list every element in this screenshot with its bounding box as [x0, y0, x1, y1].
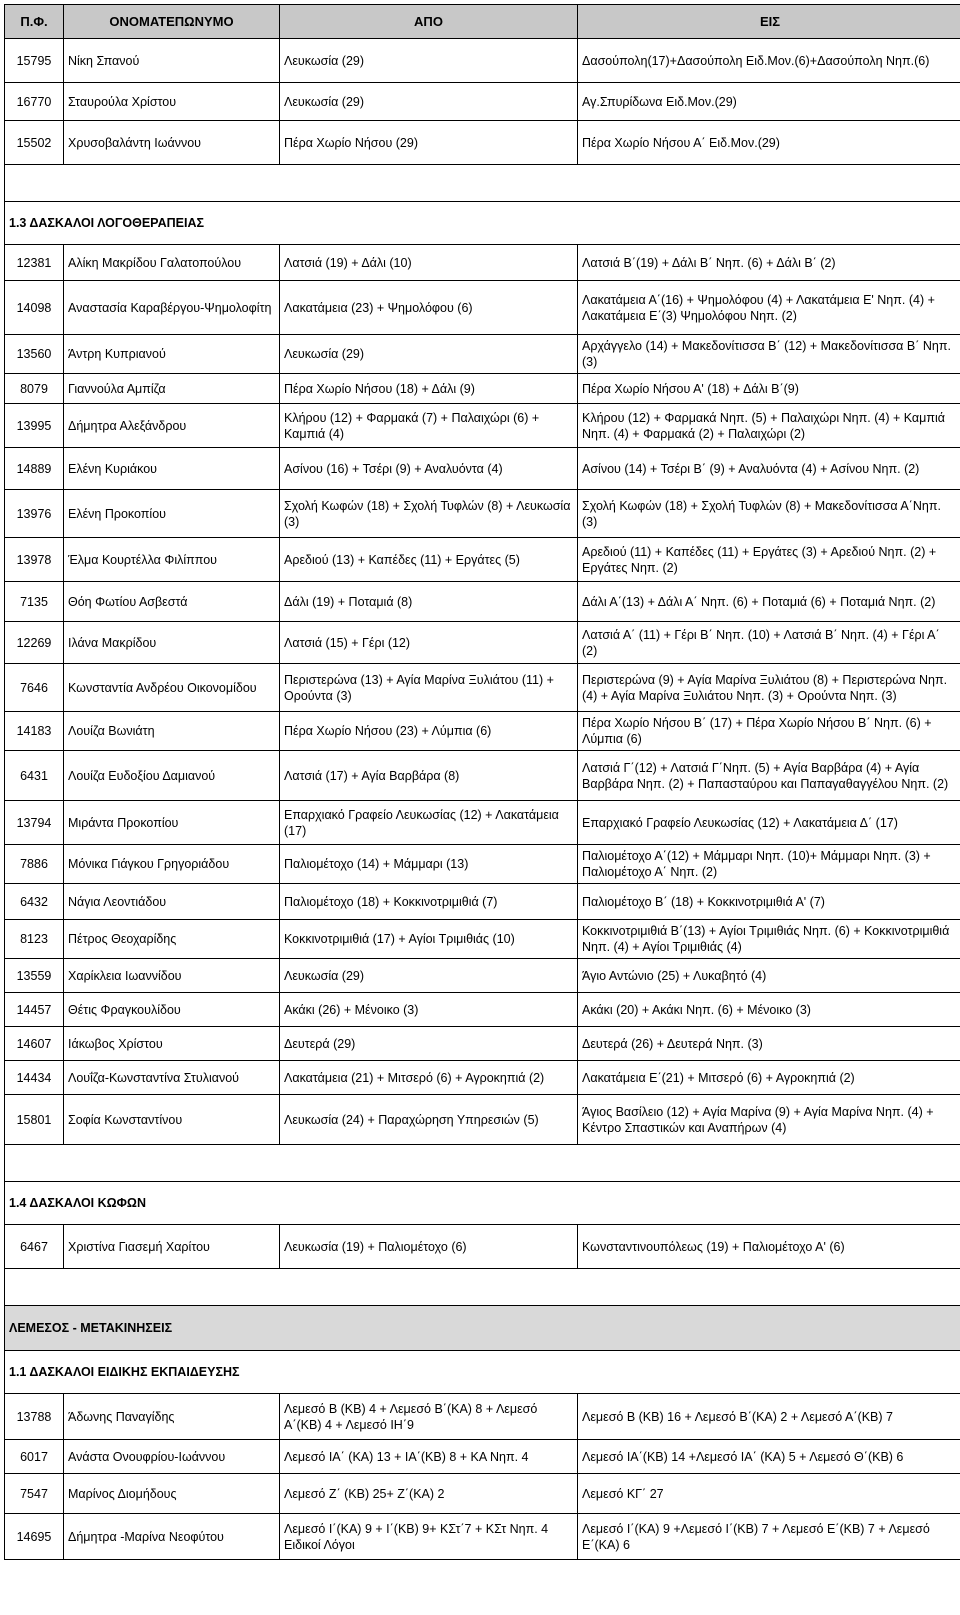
table-row [5, 959, 960, 993]
row-from: Ακάκι (26) + Μένοικο (3) [280, 993, 578, 1027]
row-from: Επαρχιακό Γραφείο Λευκωσίας (12) + Λακατάμεια (17) [280, 801, 578, 845]
row-to: Σχολή Κωφών (18) + Σχολή Τυφλών (8) + Μακεδονίτισσα Α΄Νηπ. (3) [578, 490, 960, 538]
row-code: 8079 [5, 374, 64, 404]
row-to: Λατσιά Α΄ (11) + Γέρι Β΄ Νηπ. (10) + Λατσιά Β΄ Νηπ. (4) + Γέρι Α΄ (2) [578, 622, 960, 664]
row-to: Ακάκι (20) + Ακάκι Νηπ. (6) + Μένοικο (3) [578, 993, 960, 1027]
row-to: Άγιο Αντώνιο (25) + Λυκαβητό (4) [578, 959, 960, 993]
row-to: Λακατάμεια Α΄(16) + Ψημολόφου (4) + Λακατάμεια Ε' Νηπ. (4) + Λακατάμεια Ε΄(3) Ψημολόφου Νηπ. (2) [578, 281, 960, 335]
row-code: 7886 [5, 845, 64, 884]
header-name: ΟΝΟΜΑΤΕΠΩΝΥΜΟ [64, 5, 280, 39]
header-from: ΑΠΟ [280, 5, 578, 39]
row-to: Λεμεσό Ι΄(ΚΑ) 9 +Λεμεσό Ι΄(ΚΒ) 7 + Λεμεσό Ε΄(ΚΒ) 7 + Λεμεσό Ε΄(ΚΑ) 6 [578, 1514, 960, 1560]
table-row [5, 801, 960, 845]
row-to: Κωνσταντινουπόλεως (19) + Παλιομέτοχο Α' (6) [578, 1225, 960, 1269]
row-name: Ανάστα Ονουφρίου-Ιωάννου [64, 1440, 280, 1474]
row-name: Ιάκωβος Χρίστου [64, 1027, 280, 1061]
row-to: Παλιομέτοχο Β΄ (18) + Κοκκινοτριμιθιά Α' (7) [578, 884, 960, 920]
row-to: Περιστερώνα (9) + Αγία Μαρίνα Ξυλιάτου (8) + Περιστερώνα Νηπ. (4) + Αγία Μαρίνα Ξυλιάτου Νηπ. (3) + Ορούντα Νηπ. (3) [578, 664, 960, 712]
table-row [5, 920, 960, 959]
row-name: Θόη Φωτίου Ασβεστά [64, 582, 280, 622]
row-name: Έλμα Κουρτέλλα Φιλίππου [64, 538, 280, 582]
row-code: 14098 [5, 281, 64, 335]
row-from: Λακατάμεια (23) + Ψημολόφου (6) [280, 281, 578, 335]
row-name: Κωνσταντία Ανδρέου Οικονομίδου [64, 664, 280, 712]
row-code: 6467 [5, 1225, 64, 1269]
table-row [5, 281, 960, 335]
row-from: Πέρα Χωρίο Νήσου (23) + Λύμπια (6) [280, 712, 578, 751]
row-name: Άδωνης Παναγίδης [64, 1394, 280, 1440]
row-from: Δάλι (19) + Ποταμιά (8) [280, 582, 578, 622]
row-from: Λακατάμεια (21) + Μιτσερό (6) + Αγροκηπιά (2) [280, 1061, 578, 1095]
row-to: Ασίνου (14) + Τσέρι Β΄ (9) + Αναλυόντα (4) + Ασίνου Νηπ. (2) [578, 448, 960, 490]
row-name: Χρυσοβαλάντη Ιωάννου [64, 121, 280, 165]
row-from: Λευκωσία (29) [280, 959, 578, 993]
table-row [5, 1474, 960, 1514]
table-row [5, 664, 960, 712]
row-name: Μόνικα Γιάγκου Γρηγοριάδου [64, 845, 280, 884]
table-row [5, 1027, 960, 1061]
table-row [5, 448, 960, 490]
row-from: Λεμεσό Ζ΄ (ΚΒ) 25+ Ζ΄(ΚΑ) 2 [280, 1474, 578, 1514]
row-from: Δευτερά (29) [280, 1027, 578, 1061]
row-from: Λεμεσό Β (ΚΒ) 4 + Λεμεσό Β΄(ΚΑ) 8 + Λεμεσό Α΄(ΚΒ) 4 + Λεμεσό ΙΗ΄9 [280, 1394, 578, 1440]
table-row [5, 1225, 960, 1269]
row-to: Δευτερά (26) + Δευτερά Νηπ. (3) [578, 1027, 960, 1061]
header-to: ΕΙΣ [578, 5, 960, 39]
row-name: Αλίκη Μακρίδου Γαλατοπούλου [64, 245, 280, 281]
row-from: Λατσιά (15) + Γέρι (12) [280, 622, 578, 664]
table-row [5, 622, 960, 664]
row-to: Δασούπολη(17)+Δασούπολη Ειδ.Μον.(6)+Δασούπολη Νηπ.(6) [578, 39, 960, 83]
table-row [5, 121, 960, 165]
table-row [5, 751, 960, 801]
table-row [5, 712, 960, 751]
row-name: Μιράντα Προκοπίου [64, 801, 280, 845]
row-to: Λεμεσό ΙΑ΄(ΚΒ) 14 +Λεμεσό ΙΑ΄ (ΚΑ) 5 + Λεμεσό Θ΄(ΚΒ) 6 [578, 1440, 960, 1474]
table-row [5, 1061, 960, 1095]
row-code: 14434 [5, 1061, 64, 1095]
row-name: Χαρίκλεια Ιωαννίδου [64, 959, 280, 993]
row-code: 13560 [5, 335, 64, 374]
row-code: 13995 [5, 404, 64, 448]
section-heading [5, 1351, 960, 1394]
table-row [5, 404, 960, 448]
row-name: Ελένη Κυριάκου [64, 448, 280, 490]
row-code: 12381 [5, 245, 64, 281]
row-to: Αρχάγγελο (14) + Μακεδονίτισσα Β΄ (12) + Μακεδονίτισσα Β΄ Νηπ. (3) [578, 335, 960, 374]
row-from: Λευκωσία (29) [280, 335, 578, 374]
row-from: Λεμεσό Ι΄(ΚΑ) 9 + Ι΄(ΚΒ) 9+ ΚΣτ΄7 + ΚΣτ Νηπ. 4 Ειδικοί Λόγοι [280, 1514, 578, 1560]
row-from: Αρεδιού (13) + Καπέδες (11) + Εργάτες (5) [280, 538, 578, 582]
row-to: Λεμεσό ΚΓ΄ 27 [578, 1474, 960, 1514]
spacer-cell [5, 165, 960, 202]
row-name: Δήμητρα -Μαρίνα Νεοφύτου [64, 1514, 280, 1560]
row-from: Παλιομέτοχο (14) + Μάμμαρι (13) [280, 845, 578, 884]
header-row [5, 5, 960, 39]
row-code: 14889 [5, 448, 64, 490]
section-heading [5, 202, 960, 245]
table-row [5, 39, 960, 83]
row-code: 13794 [5, 801, 64, 845]
row-from: Σχολή Κωφών (18) + Σχολή Τυφλών (8) + Λευκωσία (3) [280, 490, 578, 538]
row-name: Λουΐζα-Κωνσταντίνα Στυλιανού [64, 1061, 280, 1095]
row-from: Πέρα Χωρίο Νήσου (29) [280, 121, 578, 165]
spacer-cell [5, 1145, 960, 1182]
row-to: Λατσιά Γ΄(12) + Λατσιά Γ΄Νηπ. (5) + Αγία Βαρβάρα (4) + Αγία Βαρβάρα Νηπ. (2) + Παπασταύρου και Παπαγαθαγγέλου Νηπ. (2) [578, 751, 960, 801]
row-code: 13559 [5, 959, 64, 993]
row-name: Άντρη Κυπριανού [64, 335, 280, 374]
row-code: 15502 [5, 121, 64, 165]
table-row [5, 582, 960, 622]
row-code: 7135 [5, 582, 64, 622]
row-name: Λουίζα Ευδοξίου Δαμιανού [64, 751, 280, 801]
row-name: Δήμητρα Αλεξάνδρου [64, 404, 280, 448]
row-from: Λατσιά (17) + Αγία Βαρβάρα (8) [280, 751, 578, 801]
table-row [5, 374, 960, 404]
row-code: 16770 [5, 83, 64, 121]
row-to: Παλιομέτοχο Α΄(12) + Μάμμαρι Νηπ. (10)+ Μάμμαρι Νηπ. (3) + Παλιομέτοχο Α΄ Νηπ. (2) [578, 845, 960, 884]
row-name: Σταυρούλα Χρίστου [64, 83, 280, 121]
row-name: Λουίζα Βωνιάτη [64, 712, 280, 751]
row-to: Πέρα Χωρίο Νήσου Β΄ (17) + Πέρα Χωρίο Νήσου Β΄ Νηπ. (6) + Λύμπια (6) [578, 712, 960, 751]
spacer-cell [5, 1269, 960, 1306]
row-code: 14607 [5, 1027, 64, 1061]
row-code: 15801 [5, 1095, 64, 1145]
section-heading-title: 1.4 ΔΑΣΚΑΛΟΙ ΚΩΦΩΝ [5, 1182, 960, 1225]
row-from: Παλιομέτοχο (18) + Κοκκινοτριμιθιά (7) [280, 884, 578, 920]
spacer-row [5, 1145, 960, 1182]
row-to: Άγιος Βασίλειο (12) + Αγία Μαρίνα (9) + Αγία Μαρίνα Νηπ. (4) + Κέντρο Σπαστικών και Αναπήρων (4) [578, 1095, 960, 1145]
row-code: 6432 [5, 884, 64, 920]
row-to: Δάλι Α΄(13) + Δάλι Α΄ Νηπ. (6) + Ποταμιά (6) + Ποταμιά Νηπ. (2) [578, 582, 960, 622]
row-code: 14457 [5, 993, 64, 1027]
row-code: 6431 [5, 751, 64, 801]
row-code: 7547 [5, 1474, 64, 1514]
table-row [5, 538, 960, 582]
row-code: 7646 [5, 664, 64, 712]
table-row [5, 1394, 960, 1440]
region-heading-title: ΛΕΜΕΣΟΣ - ΜΕΤΑΚΙΝΗΣΕΙΣ [5, 1306, 960, 1351]
row-to: Κοκκινοτριμιθιά Β΄(13) + Αγίοι Τριμιθιάς Νηπ. (6) + Κοκκινοτριμιθιά Νηπ. (4) + Αγίοι Τριμιθιάς (4) [578, 920, 960, 959]
row-name: Σοφία Κωνσταντίνου [64, 1095, 280, 1145]
table-row [5, 1514, 960, 1560]
row-from: Περιστερώνα (13) + Αγία Μαρίνα Ξυλιάτου (11) + Ορούντα (3) [280, 664, 578, 712]
row-code: 13788 [5, 1394, 64, 1440]
table-row [5, 490, 960, 538]
row-name: Αναστασία Καραβέργου-Ψημολοφίτη [64, 281, 280, 335]
section-heading-title: 1.3 ΔΑΣΚΑΛΟΙ ΛΟΓΟΘΕΡΑΠΕΙΑΣ [5, 202, 960, 245]
row-to: Λεμεσό Β (ΚΒ) 16 + Λεμεσό Β΄(ΚΑ) 2 + Λεμεσό Α΄(ΚΒ) 7 [578, 1394, 960, 1440]
row-code: 6017 [5, 1440, 64, 1474]
row-from: Λευκωσία (19) + Παλιομέτοχο (6) [280, 1225, 578, 1269]
row-to: Λατσιά Β΄(19) + Δάλι Β΄ Νηπ. (6) + Δάλι Β΄ (2) [578, 245, 960, 281]
row-code: 8123 [5, 920, 64, 959]
row-from: Κοκκινοτριμιθιά (17) + Αγίοι Τριμιθιάς (10) [280, 920, 578, 959]
document-page [4, 4, 960, 1560]
row-to: Επαρχιακό Γραφείο Λευκωσίας (12) + Λακατάμεια Δ΄ (17) [578, 801, 960, 845]
section-heading [5, 1182, 960, 1225]
row-from: Λατσιά (19) + Δάλι (10) [280, 245, 578, 281]
row-code: 13978 [5, 538, 64, 582]
row-to: Κλήρου (12) + Φαρμακά Νηπ. (5) + Παλαιχώρι Νηπ. (4) + Καμπιά Νηπ. (4) + Φαρμακά (2) + Παλαιχώρι (2) [578, 404, 960, 448]
table-row [5, 335, 960, 374]
row-to: Πέρα Χωρίο Νήσου Α' (18) + Δάλι Β΄(9) [578, 374, 960, 404]
table-body [5, 39, 960, 1560]
spacer-row [5, 1269, 960, 1306]
row-code: 15795 [5, 39, 64, 83]
row-name: Χριστίνα Γιασεμή Χαρίτου [64, 1225, 280, 1269]
section-heading-title: 1.1 ΔΑΣΚΑΛΟΙ ΕΙΔΙΚΗΣ ΕΚΠΑΙΔΕΥΣΗΣ [5, 1351, 960, 1394]
row-from: Ασίνου (16) + Τσέρι (9) + Αναλυόντα (4) [280, 448, 578, 490]
row-to: Αρεδιού (11) + Καπέδες (11) + Εργάτες (3) + Αρεδιού Νηπ. (2) + Εργάτες Νηπ. (2) [578, 538, 960, 582]
table-row [5, 845, 960, 884]
table-row [5, 993, 960, 1027]
table-row [5, 1440, 960, 1474]
row-from: Λευκωσία (29) [280, 39, 578, 83]
row-name: Μαρίνος Διομήδους [64, 1474, 280, 1514]
row-to: Λακατάμεια Ε΄(21) + Μιτσερό (6) + Αγροκηπιά (2) [578, 1061, 960, 1095]
row-name: Γιαννούλα Αμπίζα [64, 374, 280, 404]
row-from: Λεμεσό ΙΑ΄ (ΚΑ) 13 + ΙΑ΄(ΚΒ) 8 + ΚΑ Νηπ. 4 [280, 1440, 578, 1474]
row-from: Λευκωσία (29) [280, 83, 578, 121]
region-heading [5, 1306, 960, 1351]
row-to: Αγ.Σπυρίδωνα Ειδ.Μον.(29) [578, 83, 960, 121]
row-from: Πέρα Χωρίο Νήσου (18) + Δάλι (9) [280, 374, 578, 404]
row-code: 14695 [5, 1514, 64, 1560]
table-row [5, 1095, 960, 1145]
table-row [5, 245, 960, 281]
header-code: Π.Φ. [5, 5, 64, 39]
table-row [5, 83, 960, 121]
row-code: 13976 [5, 490, 64, 538]
table-row [5, 884, 960, 920]
row-name: Ιλάνα Μακρίδου [64, 622, 280, 664]
row-code: 14183 [5, 712, 64, 751]
transfers-table [4, 4, 960, 1560]
row-name: Πέτρος Θεοχαρίδης [64, 920, 280, 959]
row-name: Θέτις Φραγκουλίδου [64, 993, 280, 1027]
row-from: Λευκωσία (24) + Παραχώρηση Υπηρεσιών (5) [280, 1095, 578, 1145]
row-name: Νίκη Σπανού [64, 39, 280, 83]
spacer-row [5, 165, 960, 202]
row-from: Κλήρου (12) + Φαρμακά (7) + Παλαιχώρι (6) + Καμπιά (4) [280, 404, 578, 448]
row-to: Πέρα Χωρίο Νήσου Α΄ Ειδ.Μον.(29) [578, 121, 960, 165]
row-name: Νάγια Λεοντιάδου [64, 884, 280, 920]
row-code: 12269 [5, 622, 64, 664]
row-name: Ελένη Προκοπίου [64, 490, 280, 538]
